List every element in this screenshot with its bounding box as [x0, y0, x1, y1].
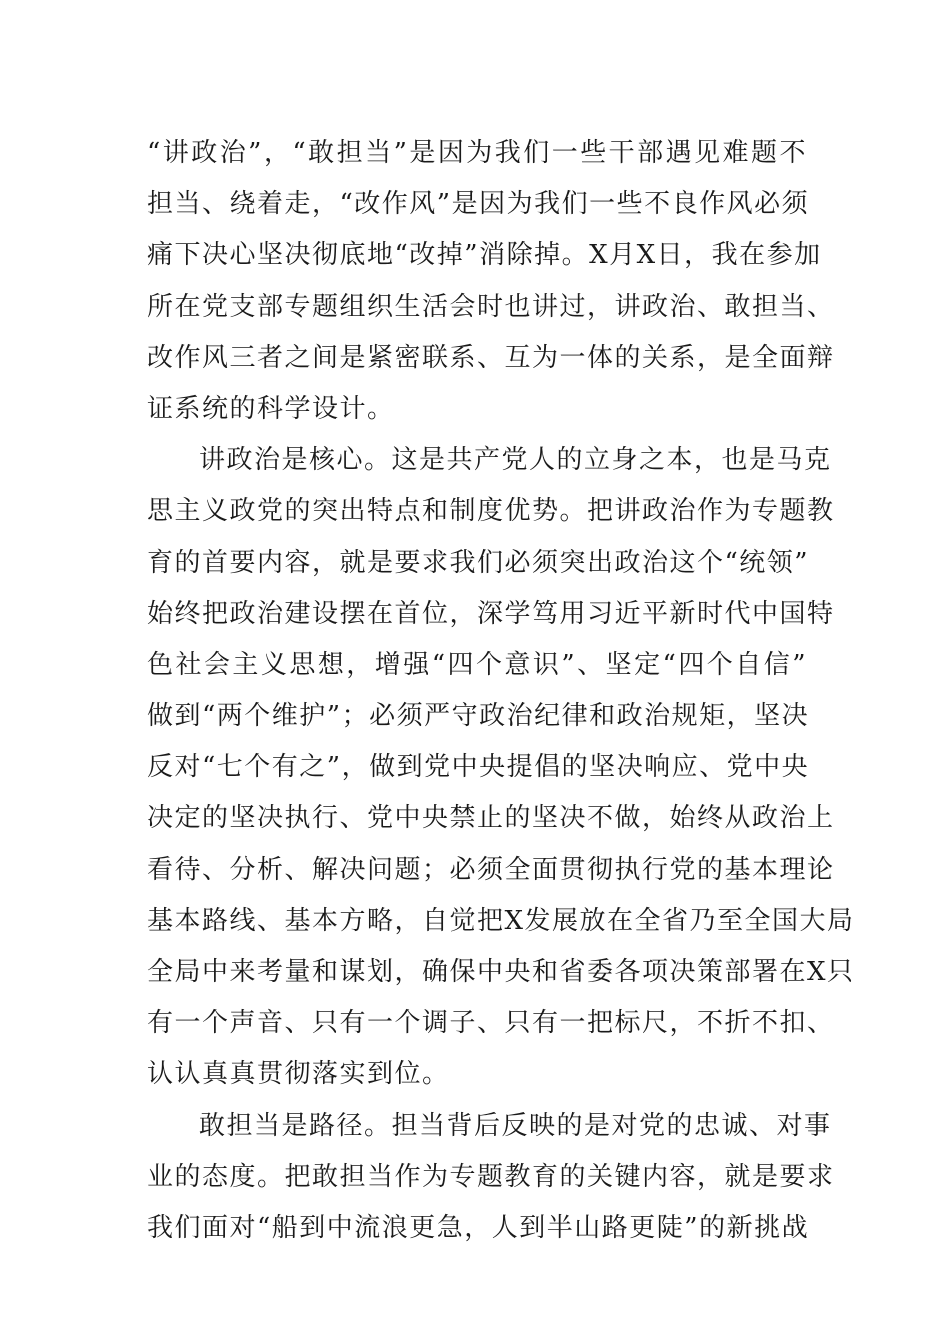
paragraph-2 — [147, 435, 855, 1100]
text-line: 始终把政治建设摆在首位，深学笃用习近平新时代中国特 — [147, 598, 835, 629]
text-line: 决定的坚决执行、党中央禁止的坚决不做，始终从政治上 — [147, 803, 835, 834]
paragraph-3 — [147, 1101, 835, 1255]
text-line: 敢担当是路径。担当背后反映的是对党的忠诚、对事 — [199, 1110, 832, 1141]
text-line: 思主义政党的突出特点和制度优势。把讲政治作为专题教 — [147, 496, 835, 527]
body-text — [147, 128, 855, 1254]
text-line: 我们面对“船到中流浪更急，人到半山路更陡”的新挑战 — [147, 1212, 810, 1243]
text-line: 证系统的科学设计。 — [147, 393, 395, 424]
text-line: “讲政治”，“敢担当”是因为我们一些干部遇见难题不 — [147, 138, 807, 168]
text-line: 反对“七个有之”，做到党中央提倡的坚决响应、党中央 — [147, 752, 810, 783]
text-line: 所在党支部专题组织生活会时也讲过，讲政治、敢担当、 — [147, 291, 835, 322]
text-line: 做到“两个维护”；必须严守政治纪律和政治规矩，坚决 — [147, 701, 810, 732]
text-line: 业的态度。把敢担当作为专题教育的关键内容，就是要求 — [147, 1161, 835, 1192]
text-line: 看待、分析、解决问题；必须全面贯彻执行党的基本理论 — [147, 854, 835, 885]
text-line: 认认真真贯彻落实到位。 — [147, 1059, 450, 1090]
text-line: 色社会主义思想，增强“四个意识”、坚定“四个自信” — [147, 649, 807, 680]
text-line: 担当、绕着走，“改作风”是因为我们一些不良作风必须 — [147, 189, 810, 220]
text-line: 育的首要内容，就是要求我们必须突出政治这个“统领” — [147, 547, 810, 578]
text-line: 痛下决心坚决彻底地“改掉”消除掉。X月X日，我在参加 — [147, 240, 822, 271]
text-line: 改作风三者之间是紧密联系、互为一体的关系，是全面辩 — [147, 342, 835, 373]
text-line: 有一个声音、只有一个调子、只有一把标尺，不折不扣、 — [147, 1008, 835, 1039]
text-line: 基本路线、基本方略，自觉把X发展放在全省乃至全国大局 — [147, 905, 855, 936]
paragraph-1 — [147, 128, 835, 435]
text-line: 讲政治是核心。这是共产党人的立身之本，也是马克 — [199, 445, 832, 476]
text-line: 全局中来考量和谋划，确保中央和省委各项决策部署在X只 — [147, 957, 855, 987]
